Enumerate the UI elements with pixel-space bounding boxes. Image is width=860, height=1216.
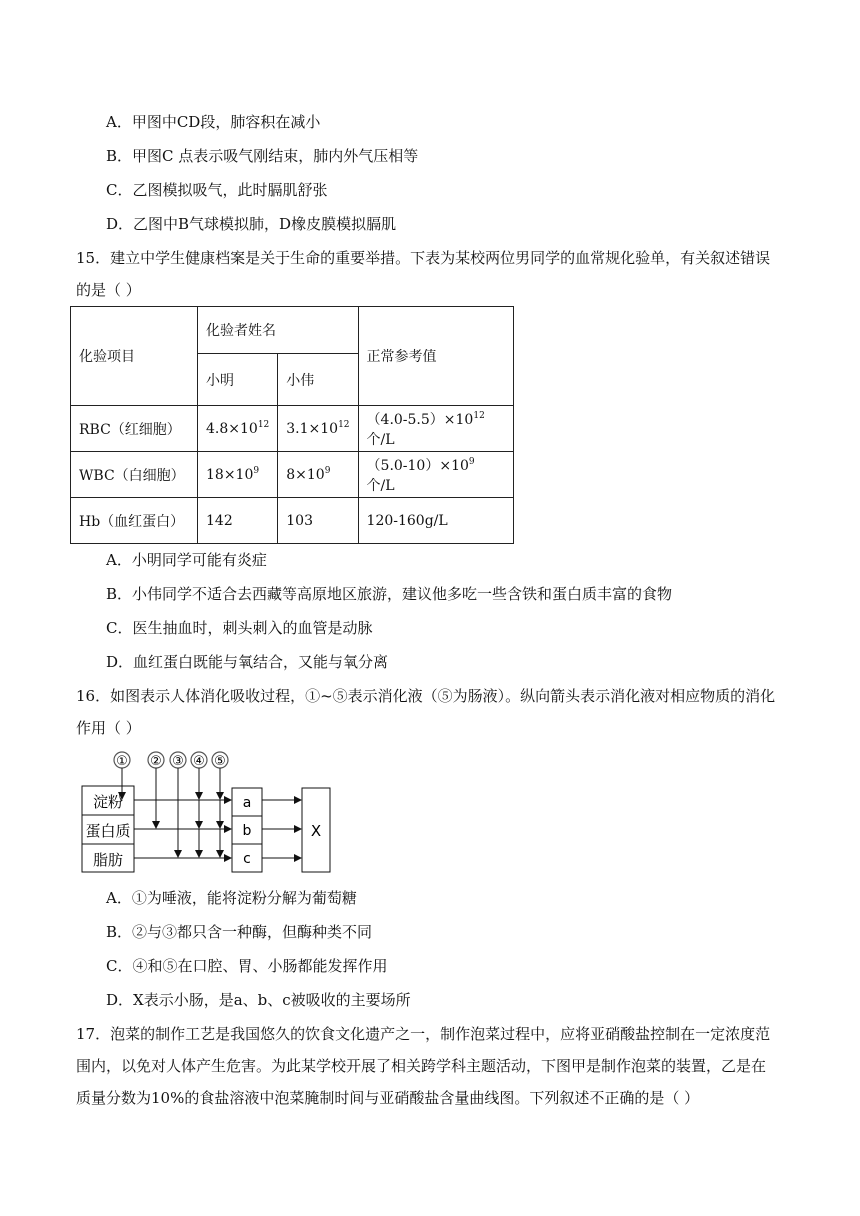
svg-text:①: ① <box>116 754 128 769</box>
q14-option-c: C．乙图模拟吸气，此时膈肌舒张 <box>106 181 328 199</box>
product-c: c <box>243 851 251 867</box>
cell-value: $18\times 10^9$ <box>198 452 278 498</box>
cell-value: $4.8\times 10^{12}$ <box>198 406 278 452</box>
q16-option-a: A．①为唾液，能将淀粉分解为葡萄糖 <box>106 889 357 907</box>
digestion-diagram <box>78 748 338 876</box>
header-person-2: 小伟 <box>278 354 358 406</box>
cell-value: 103 <box>278 498 358 544</box>
q15-stem-line2: 的是（ ） <box>76 281 141 299</box>
juice-1 <box>114 752 130 769</box>
svg-text:⑤: ⑤ <box>214 754 226 769</box>
cell-item: RBC（红细胞） <box>71 406 198 452</box>
q15-option-b: B．小伟同学不适合去西藏等高原地区旅游，建议他多吃一些含铁和蛋白质丰富的食物 <box>106 585 673 603</box>
header-name: 化验者姓名 <box>198 307 359 354</box>
q16-stem-line1: 16．如图表示人体消化吸收过程，①~⑤表示消化液（⑤为肠液）。纵向箭头表示消化液对相应物质的消化 <box>76 687 776 705</box>
product-b: b <box>242 823 252 839</box>
final-x: X <box>310 822 322 840</box>
table-row <box>71 452 514 498</box>
table-row <box>71 406 514 452</box>
table-row <box>71 498 514 544</box>
q15-stem-line1: 15．建立中学生健康档案是关于生命的重要举措。下表为某校两位男同学的血常规化验单，有关叙述错误 <box>76 249 771 267</box>
svg-text:③: ③ <box>172 754 184 769</box>
q16-option-d: D．X表示小肠，是a、b、c被吸收的主要场所 <box>106 991 411 1009</box>
juice-3 <box>170 752 186 769</box>
q16-stem-line2: 作用（ ） <box>76 719 141 737</box>
substance-starch: 淀粉 <box>92 793 124 811</box>
substance-fat: 脂肪 <box>92 851 124 869</box>
juice-5 <box>212 752 228 769</box>
q17-stem-line1: 17．泡菜的制作工艺是我国悠久的饮食文化遗产之一，制作泡菜过程中，应将亚硝酸盐控制在一定浓度范 <box>76 1025 771 1043</box>
cell-value: 142 <box>198 498 278 544</box>
q15-option-c: C．医生抽血时，刺头刺入的血管是动脉 <box>106 619 373 637</box>
cell-value: $3.1\times 10^{12}$ <box>278 406 358 452</box>
cell-reference: $(5.0-10)\times 10^9$ 个/L <box>358 452 513 498</box>
header-item: 化验项目 <box>71 307 198 406</box>
cell-item: WBC（白细胞） <box>71 452 198 498</box>
product-a: a <box>242 795 252 811</box>
q14-option-d: D．乙图中B气球模拟肺，D橡皮膜模拟膈肌 <box>106 215 397 233</box>
cell-value: $8\times 10^9$ <box>278 452 358 498</box>
svg-text:④: ④ <box>193 754 205 769</box>
substance-protein: 蛋白质 <box>85 822 131 840</box>
q15-option-a: A．小明同学可能有炎症 <box>106 551 267 569</box>
juice-2 <box>148 752 164 769</box>
header-reference: 正常参考值 <box>358 307 513 406</box>
q14-option-a: A．甲图中CD段，肺容积在减小 <box>106 113 321 131</box>
header-person-1: 小明 <box>198 354 278 406</box>
q15-option-d: D．血红蛋白既能与氧结合，又能与氧分离 <box>106 653 389 671</box>
svg-text:②: ② <box>150 754 162 769</box>
q14-option-b: B．甲图C 点表示吸气刚结束，肺内外气压相等 <box>106 147 419 165</box>
q17-stem-line3: 质量分数为10%的食盐溶液中泡菜腌制时间与亚硝酸盐含量曲线图。下列叙述不正确的是（ ） <box>76 1089 700 1107</box>
cell-reference: $(4.0-5.5)\times 10^{12}$ 个/L <box>358 406 513 452</box>
blood-test-table <box>70 306 514 544</box>
cell-item: Hb（血红蛋白） <box>71 498 198 544</box>
cell-reference: 120-160g/L <box>358 498 513 544</box>
q17-stem-line2: 围内，以免对人体产生危害。为此某学校开展了相关跨学科主题活动，下图甲是制作泡菜的装置，乙是在 <box>76 1057 767 1075</box>
q16-option-c: C．④和⑤在口腔、胃、小肠都能发挥作用 <box>106 957 388 975</box>
q16-option-b: B．②与③都只含一种酶，但酶种类不同 <box>106 923 373 941</box>
juice-4 <box>191 752 207 769</box>
